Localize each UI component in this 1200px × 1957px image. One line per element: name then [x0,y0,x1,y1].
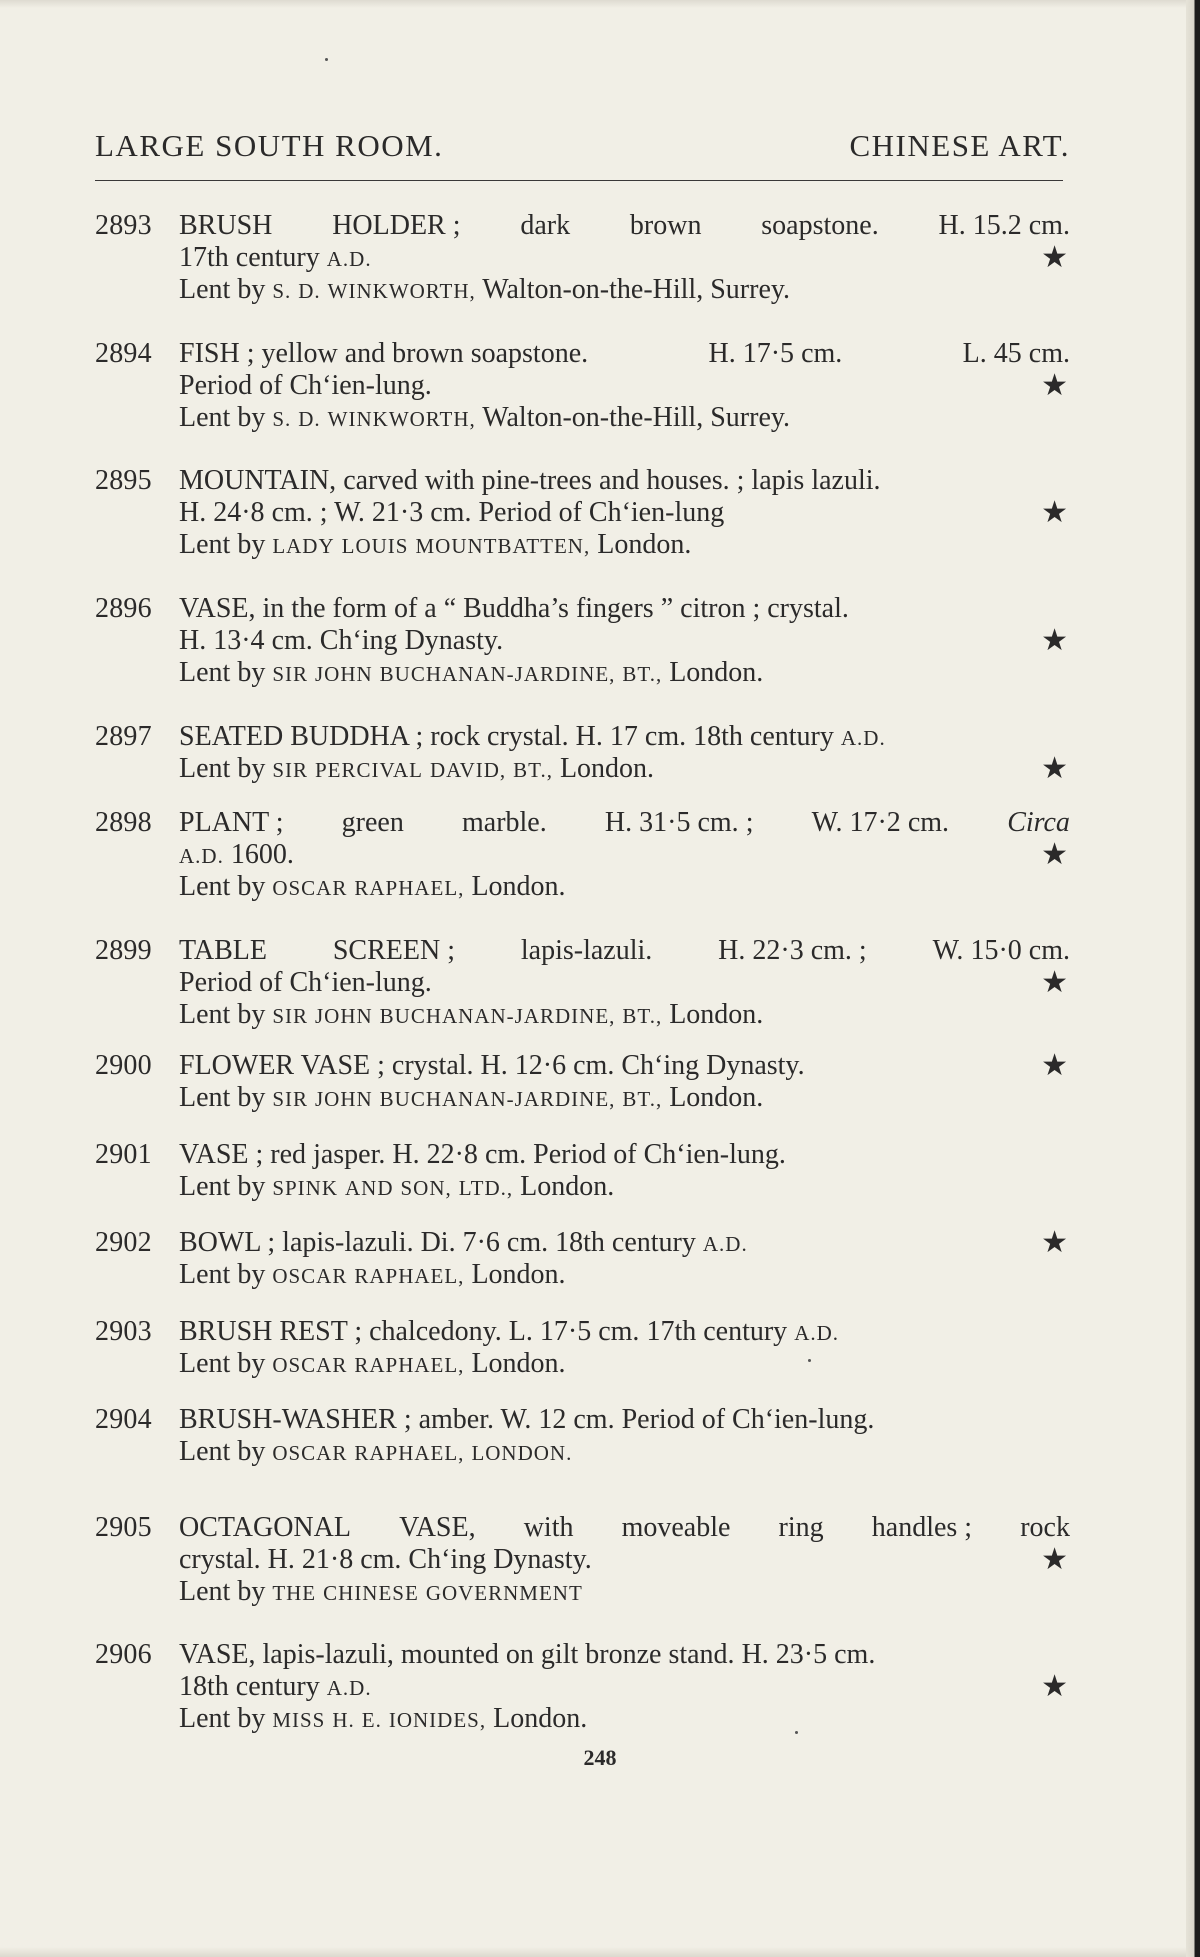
entry-number: 2896 [95,593,152,624]
entry-text: Period of Ch‘ien-lung. [179,370,432,401]
catalogue-entry [95,1227,1070,1291]
entry-number: 2905 [95,1512,152,1543]
star-icon: ★ [1041,837,1068,872]
star-icon: ★ [1041,368,1068,403]
entry-text: BRUSH-WASHER ; amber. W. 12 cm. Period of Ch‘ien-lung. [179,1404,875,1435]
entry-line [179,402,1070,434]
entry-line [179,1544,1070,1576]
catalogue-entry [95,338,1070,434]
entry-line [179,721,1070,753]
entry-description [179,721,1070,785]
entry-text: soapstone. [761,210,879,241]
entry-text: moveable [621,1512,731,1543]
entry-text: Lent by OSCAR RAPHAEL, London. [179,1348,566,1379]
page-edge-top [0,0,1186,8]
entry-line [179,338,1070,370]
entry-description [179,807,1070,903]
entry-text: VASE, [399,1512,476,1543]
entry-number: 2895 [95,465,152,496]
entry-text: SEATED BUDDHA ; rock crystal. H. 17 cm. 18th century A.D. [179,721,886,752]
entry-line [179,465,1070,497]
entry-description [179,935,1070,1031]
entry-line [179,753,1070,785]
entry-text: Circa [1007,807,1070,838]
entry-line [179,1639,1070,1671]
entry-text: H. 13·4 cm. Ch‘ing Dynasty. [179,625,504,656]
entry-number: 2900 [95,1050,152,1081]
entry-line [179,807,1070,839]
entry-description [179,1512,1070,1608]
entry-line [179,1050,1070,1082]
entry-line [179,935,1070,967]
entry-text: OCTAGONAL [179,1512,351,1543]
catalogue-entry [95,1139,1070,1203]
page-edge-right [1186,0,1200,1957]
catalogue-entry [95,1050,1070,1114]
entry-text: Lent by SIR JOHN BUCHANAN-JARDINE, BT., London. [179,999,764,1030]
entry-text: Lent by OSCAR RAPHAEL, LONDON. [179,1436,573,1467]
entry-description [179,1050,1070,1114]
entry-text: handles ; [871,1512,973,1543]
entry-description [179,1639,1070,1735]
entry-text: A.D. 1600. [179,839,294,870]
catalogue-entry [95,1404,1070,1468]
print-speck [325,58,328,61]
entry-text: H. 22·3 cm. ; [718,935,867,966]
entry-line [179,210,1070,242]
entry-description [179,210,1070,306]
catalogue-entry [95,593,1070,689]
entry-text: Lent by MISS H. E. IONIDES, London. [179,1703,588,1734]
entry-description [179,1227,1070,1291]
entry-text: HOLDER ; [332,210,461,241]
catalogue-entry [95,1639,1070,1735]
entry-text: Lent by OSCAR RAPHAEL, London. [179,871,566,902]
entry-text: Lent by SPINK AND SON, LTD., London. [179,1171,615,1202]
entry-number: 2904 [95,1404,152,1435]
entry-line [179,1512,1070,1544]
entry-text: W. 15·0 cm. [932,935,1070,966]
entry-number: 2906 [95,1639,152,1670]
entry-line [179,625,1070,657]
entry-text: lapis-lazuli. [520,935,653,966]
entry-description [179,338,1070,434]
entry-text: marble. [462,807,547,838]
entry-line [179,529,1070,561]
entry-text: crystal. H. 21·8 cm. Ch‘ing Dynasty. [179,1544,592,1575]
entry-text: BOWL ; lapis-lazuli. Di. 7·6 cm. 18th century A.D. [179,1227,748,1258]
catalogue-entry [95,721,1070,785]
entry-text: W. 17·2 cm. [811,807,950,838]
entry-text: PLANT ; [179,807,284,838]
star-icon: ★ [1041,495,1068,530]
header-rule [95,180,1063,181]
entry-text: Lent by SIR PERCIVAL DAVID, BT., London. [179,753,655,784]
entry-text: SCREEN ; [332,935,455,966]
entry-number: 2894 [95,338,152,369]
entry-line [179,1348,1070,1380]
entry-line [179,1404,1070,1436]
star-icon: ★ [1041,1225,1068,1260]
entry-description [179,1404,1070,1468]
entry-line [179,1082,1070,1114]
star-icon: ★ [1041,965,1068,1000]
entry-description [179,1139,1070,1203]
entry-line [179,1436,1070,1468]
entry-line [179,839,1070,871]
entry-line [179,871,1070,903]
entry-text: VASE ; red jasper. H. 22·8 cm. Period of Ch‘ien-lung. [179,1139,786,1170]
catalogue-entry [95,465,1070,561]
entry-number: 2902 [95,1227,152,1258]
entry-number: 2901 [95,1139,152,1170]
entry-number: 2897 [95,721,152,752]
entry-description [179,593,1070,689]
page-edge-bottom [0,1947,1186,1957]
entry-line [179,1139,1070,1171]
entry-text: green [341,807,404,838]
entry-line [179,497,1070,529]
running-head-right: CHINESE ART. [849,128,1070,163]
entry-line [179,1171,1070,1203]
entry-line [179,1227,1070,1259]
catalogue-entry [95,935,1070,1031]
entry-number: 2898 [95,807,152,838]
star-icon: ★ [1041,1669,1068,1704]
entry-line [179,1316,1070,1348]
entry-text: FLOWER VASE ; crystal. H. 12·6 cm. Ch‘ing Dynasty. [179,1050,805,1081]
entry-text: Lent by S. D. WINKWORTH, Walton-on-the-Hill, Surrey. [179,274,791,305]
entry-text: dark [520,210,571,241]
entry-text: Lent by SIR JOHN BUCHANAN-JARDINE, BT., London. [179,1082,764,1113]
entry-line [179,274,1070,306]
star-icon: ★ [1041,751,1068,786]
star-icon: ★ [1041,1048,1068,1083]
entry-description [179,1316,1070,1380]
entry-line [179,1259,1070,1291]
entry-text: 17th century A.D. [179,242,372,273]
entry-description [179,465,1070,561]
entry-text: TABLE [179,935,267,966]
entry-text: Lent by LADY LOUIS MOUNTBATTEN, London. [179,529,692,560]
entry-text: rock [1020,1512,1070,1543]
page-number: 248 [583,1745,617,1770]
star-icon: ★ [1041,240,1068,275]
entry-text: L. 45 cm. [962,338,1070,369]
running-head [95,128,1070,168]
entry-line [179,593,1070,625]
entry-line [179,242,1070,274]
entry-text: H. 15.2 cm. [938,210,1070,241]
entry-text: H. 31·5 cm. ; [604,807,754,838]
entry-line [179,657,1070,689]
entry-line [179,1576,1070,1608]
print-speck [808,1359,811,1362]
entry-text: BRUSH REST ; chalcedony. L. 17·5 cm. 17th century A.D. [179,1316,840,1347]
entry-line [179,370,1070,402]
entry-number: 2903 [95,1316,152,1347]
entry-line [179,967,1070,999]
entry-line [179,1703,1070,1735]
entry-text: Lent by OSCAR RAPHAEL, London. [179,1259,566,1290]
entry-number: 2899 [95,935,152,966]
entry-text: 18th century A.D. [179,1671,372,1702]
catalogue-entry [95,807,1070,903]
catalogue-entry [95,210,1070,306]
entry-text: Period of Ch‘ien-lung. [179,967,432,998]
entry-text: H. 17·5 cm. [708,338,843,369]
entry-text: ring [778,1512,824,1543]
star-icon: ★ [1041,623,1068,658]
catalogue-entry [95,1316,1070,1380]
entry-text: FISH ; yellow and brown soapstone. [179,338,589,369]
entry-text: brown [629,210,702,241]
entry-line [179,999,1070,1031]
entry-text: H. 24·8 cm. ; W. 21·3 cm. Period of Ch‘ien-lung [179,497,725,528]
print-speck [795,1731,798,1734]
entry-text: Lent by THE CHINESE GOVERNMENT [179,1576,583,1607]
entry-line [179,1671,1070,1703]
entry-text: BRUSH [179,210,273,241]
entry-number: 2893 [95,210,152,241]
entry-text: VASE, in the form of a “ Buddha’s fingers ” citron ; crystal. [179,593,849,624]
entry-text: with [523,1512,574,1543]
catalogue-entry [95,1512,1070,1608]
entry-text: Lent by SIR JOHN BUCHANAN-JARDINE, BT., London. [179,657,764,688]
entry-text: Lent by S. D. WINKWORTH, Walton-on-the-Hill, Surrey. [179,402,791,433]
star-icon: ★ [1041,1542,1068,1577]
entry-text: MOUNTAIN, carved with pine-trees and houses. ; lapis lazuli. [179,465,881,496]
entry-text: VASE, lapis-lazuli, mounted on gilt bronze stand. H. 23·5 cm. [179,1639,876,1670]
running-head-left: LARGE SOUTH ROOM. [95,128,444,163]
